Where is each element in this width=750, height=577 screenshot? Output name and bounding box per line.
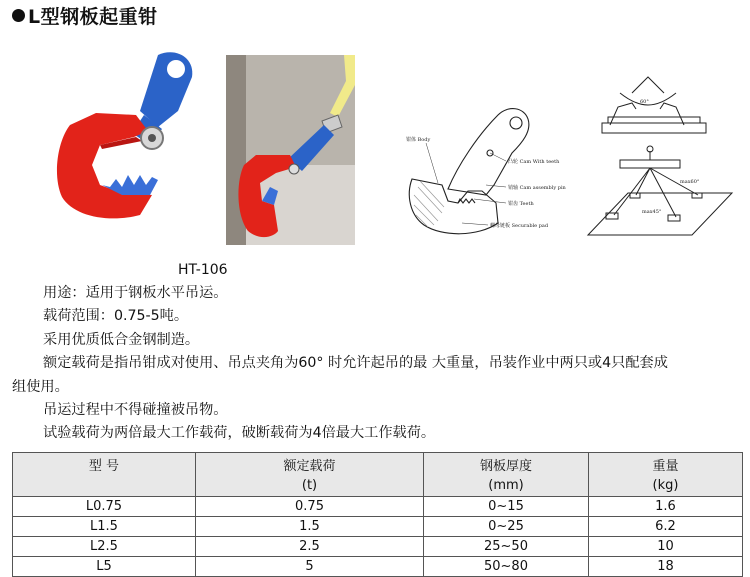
cell-load: 1.5 (196, 517, 424, 537)
header-thickness: 钢板厚度 (424, 453, 589, 476)
label-60: 60° (640, 99, 649, 105)
cell-weight: 18 (589, 557, 743, 577)
structure-diagram (398, 95, 568, 245)
cell-weight: 1.6 (589, 497, 743, 517)
label-cam: 凸轮 Cam With teeth (508, 159, 560, 165)
title-text: L型钢板起重钳 (28, 6, 158, 28)
label-body: 钳体 Body (406, 137, 431, 143)
spec-table (12, 452, 743, 577)
cell-thickness: 25~50 (424, 537, 589, 557)
desc-no-collision: 吊运过程中不得碰撞被吊物。 (43, 402, 228, 419)
page-title (12, 2, 158, 29)
cell-load: 0.75 (196, 497, 424, 517)
cell-weight: 6.2 (589, 517, 743, 537)
cell-model: L2.5 (13, 537, 196, 557)
clamp-product-photo (40, 45, 210, 255)
unit-weight: (kg) (589, 475, 743, 497)
cell-load: 2.5 (196, 537, 424, 557)
cell-thickness: 50~80 (424, 557, 589, 577)
desc-material: 采用优质低合金钢制造。 (43, 331, 200, 348)
cell-load: 5 (196, 557, 424, 577)
desc-rated-load: 额定载荷是指吊钳成对使用、吊点夹角为60° 时允许起吊的最 大重量，吊装作业中两只或4只配套成 (43, 355, 668, 372)
unit-model (13, 475, 196, 497)
table-row (13, 497, 743, 517)
description (12, 282, 743, 446)
unit-thickness: (mm) (424, 475, 589, 497)
unit-rated-load: (t) (196, 475, 424, 497)
cell-model: L5 (13, 557, 196, 577)
usage-diagram (580, 65, 740, 260)
label-teeth: 钳齿 Teeth (508, 201, 534, 207)
clamp-usage-photo (226, 55, 355, 245)
header-rated-load: 额定载荷 (196, 453, 424, 476)
cell-weight: 10 (589, 537, 743, 557)
table-row (13, 557, 743, 577)
cell-model: L0.75 (13, 497, 196, 517)
header-model: 型 号 (13, 453, 196, 476)
table-row (13, 537, 743, 557)
label-pad: 螺母链板 Securable pad (490, 223, 549, 229)
label-pin: 销轴 Cam assembly pin (508, 185, 566, 191)
model-label: HT-106 (178, 262, 228, 278)
cell-thickness: 0~15 (424, 497, 589, 517)
cell-thickness: 0~25 (424, 517, 589, 537)
bullet-icon (12, 9, 25, 22)
desc-load-range: 载荷范围：0.75-5吨。 (43, 308, 189, 325)
header-weight: 重量 (589, 453, 743, 476)
desc-rated-load-cont: 组使用。 (12, 378, 69, 395)
table-row (13, 517, 743, 537)
desc-usage: 用途：适用于钢板水平吊运。 (43, 285, 228, 301)
desc-test-load: 试验载荷为两倍最大工作载荷，破断载荷为4倍最大工作载荷。 (43, 425, 436, 442)
label-max45: max45° (642, 209, 662, 215)
label-max60: max60° (680, 179, 700, 185)
cell-model: L1.5 (13, 517, 196, 537)
